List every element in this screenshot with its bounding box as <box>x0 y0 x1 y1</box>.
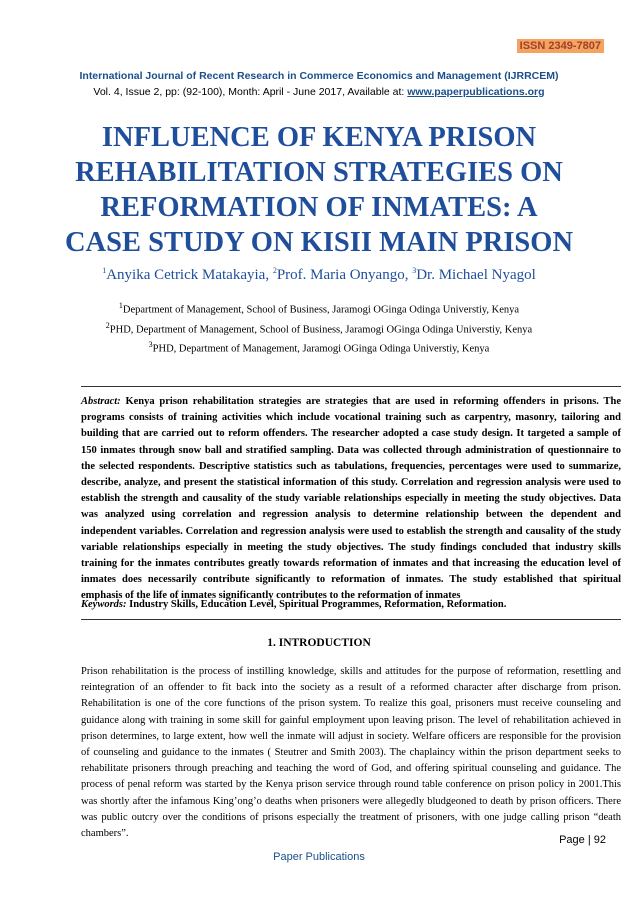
affiliation-sup: 2 <box>105 320 110 330</box>
publisher-footer: Paper Publications <box>273 851 365 863</box>
affiliation-line <box>0 337 638 357</box>
affiliation-sup: 1 <box>118 301 123 310</box>
affiliation-text: PHD, Department of Management, Jaramogi OGinga Odinga Universtiy, Kenya <box>152 343 490 355</box>
author-list <box>0 266 638 284</box>
page-number: Page | 92 <box>559 834 606 846</box>
abstract <box>81 394 621 605</box>
volume-text: Vol. 4, Issue 2, pp: (92-100), Month: April - June 2017, Available at: <box>93 86 408 98</box>
issn-badge: ISSN 2349-7807 <box>517 39 604 53</box>
abstract-text: Kenya prison rehabilitation strategies are strategies that are used in reforming offenders in prisons. The programs consists of training activities which include vocational training such as carpentry, masonry, tailoring and building that are carried out to reform offenders. The researcher adopted a case study design. It targeted a sample of 150 inmates through snow ball and stratified sampling. Data was collected through administration of questionnaire to the selected respondents. Descriptive statistics such as tabulations, frequencies, percentages were used to summarize, describe, analyze, and present the statistical information of this study. Correlation and regression analysis were used to establish the strength and causality of the study variable relationships especially in meeting the study objectives. Data was analyzed using correlation and regression analysis to determine relationship between the dependent and independent variables. Correlation and regression analysis were used to establish the strength and causality of the study variable relationships especially in meeting the study objectives. The study findings concluded that industry skills training for the inmates contributes greatly towards reformation of inmates and that increasing the education level of inmates does necessarily contribute significantly to reformation of inmates. The study established that spiritual emphasis of the life of inmates significantly contributes to the reformation of inmates <box>81 396 621 602</box>
affiliations <box>0 298 638 357</box>
affiliation-text: Department of Management, School of Business, Jaramogi OGinga Odinga Universtiy, Kenya <box>122 304 520 316</box>
volume-line <box>0 86 638 98</box>
abstract-top-rule <box>81 386 621 387</box>
abstract-label: Abstract: <box>81 396 121 407</box>
journal-title: International Journal of Recent Research in Commerce Economics and Management (IJRRCEM) <box>79 70 559 82</box>
author-sup: 1 <box>102 266 107 275</box>
author-sup: 3 <box>412 266 417 275</box>
abstract-bottom-rule <box>81 619 621 620</box>
keywords-label: Keywords: <box>81 599 127 610</box>
author-name: Anyika Cetrick Matakayia, <box>106 267 273 283</box>
body-paragraph: Prison rehabilitation is the process of instilling knowledge, skills and attitudes for the purpose of reformation, resettling and reintegration of an offender to fit back into the society as a result of a reformed character after discharge from prison. Rehabilitation is one of the core functions of the prison system. To realize this goal, prisoners must receive counseling and guidance along with training in some skill for gainful employment upon leaving prison. The level of rehabilitation achieved in prison determines, to large extent, how well the inmate will adjust in society. Welfare officers are responsible for the provision of counseling and guidance to the inmates ( Steutrer and Smith 2003). The chaplaincy within the prison department seeks to rehabilitate prisoners through preaching and teaching the word of God, and offering spiritual counseling and guidance. The process of penal reform was started by the Kenya prison service through round table conference on prison policy in 2001.This was shortly after the infamous King’ong’o deaths when prisoners were allegedly bludgeoned to death by prison officers. There was public outcry over the conditions of prisons especially the treatment of prisoners, with one judge calling prison “death chambers”. <box>81 666 621 840</box>
affiliation-line <box>0 318 638 338</box>
affiliation-text: PHD, Department of Management, School of Business, Jaramogi OGinga Odinga Universtiy, Kenya <box>109 324 533 335</box>
paper-title: INFLUENCE OF KENYA PRISON REHABILITATION STRATEGIES ON REFORMATION OF INMATES: A CASE STUDY ON KISII MAIN PRISON <box>64 122 574 258</box>
journal-url-link[interactable]: www.paperpublications.org <box>407 86 545 98</box>
author-name: Prof. Maria Onyango, <box>276 267 413 283</box>
section-heading: 1. INTRODUCTION <box>267 637 371 649</box>
affiliation-line <box>0 298 638 318</box>
keywords-text: Industry Skills, Education Level, Spiritual Programmes, Reformation, Reformation. <box>126 599 507 610</box>
keywords <box>81 599 621 610</box>
author-name: Dr. Michael Nyagol <box>416 267 536 283</box>
author-sup: 2 <box>272 266 277 275</box>
affiliation-sup: 3 <box>148 340 153 349</box>
